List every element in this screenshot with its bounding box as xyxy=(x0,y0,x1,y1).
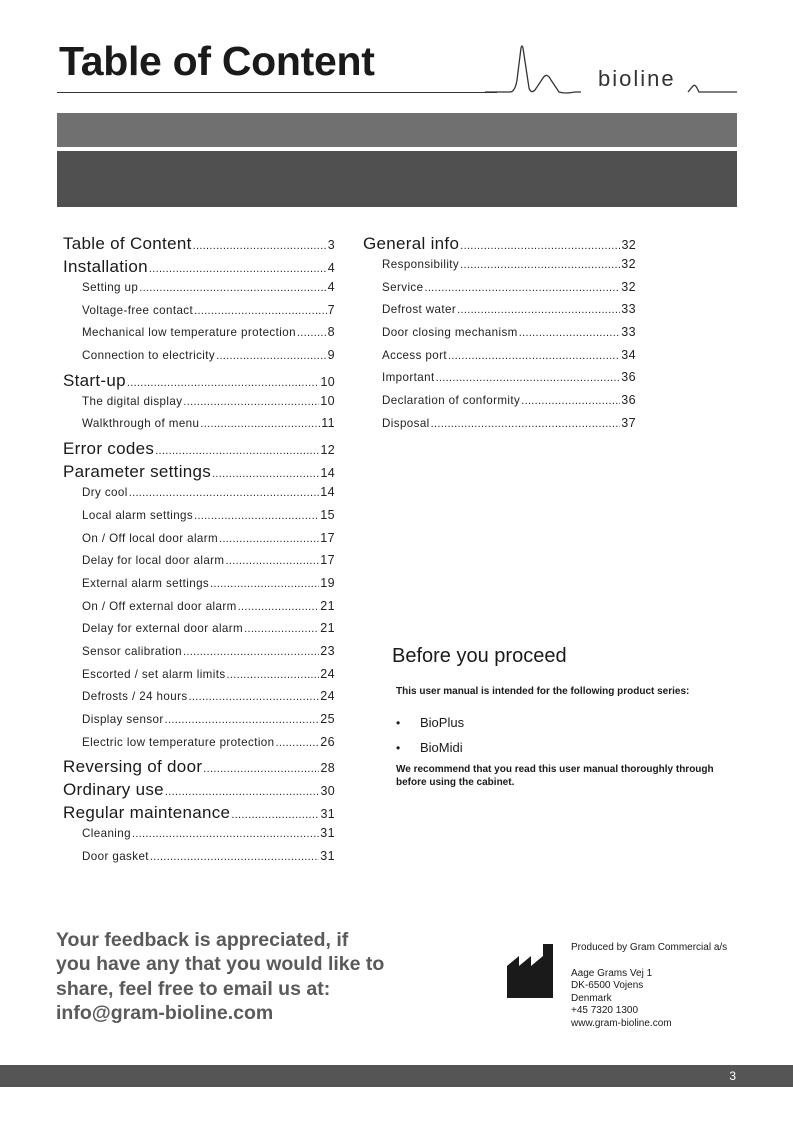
toc-entry-title: Regular maintenance xyxy=(63,803,231,823)
toc-entry[interactable] xyxy=(63,371,335,394)
toc-leader xyxy=(183,396,319,408)
toc-page-number: 25 xyxy=(320,712,335,726)
toc-entry-title: Error codes xyxy=(63,439,155,459)
toc-leader xyxy=(219,533,319,545)
toc-entry-title: Table of Content xyxy=(63,234,192,253)
toc-right-column xyxy=(363,234,636,439)
product-name: BioPlus xyxy=(420,715,465,730)
toc-page-number: 32 xyxy=(621,238,636,252)
before-proceed-intro: This user manual is intended for the following product series: xyxy=(396,686,690,697)
before-proceed-note: We recommend that you read this user manual thoroughly through before using the cabinet. xyxy=(396,764,714,788)
toc-leader xyxy=(193,240,327,252)
toc-leader xyxy=(183,646,319,658)
toc-entry-title: Reversing of door xyxy=(63,757,203,777)
toc-page-number: 21 xyxy=(320,621,335,636)
toc-entry[interactable] xyxy=(63,689,335,712)
toc-entry[interactable] xyxy=(63,553,335,576)
feedback-text: Your feedback is appreciated, if you have any that you would like to share, feel free to email us at: info@gram-bioline.com xyxy=(56,929,385,1024)
toc-entry-title: Service xyxy=(382,280,424,294)
toc-entry[interactable] xyxy=(63,531,335,554)
toc-entry[interactable] xyxy=(63,234,335,257)
toc-entry[interactable] xyxy=(63,712,335,735)
product-name: BioMidi xyxy=(420,740,463,755)
toc-page-number: 26 xyxy=(320,734,335,749)
toc-leader xyxy=(127,377,320,389)
toc-leader xyxy=(244,623,319,635)
toc-entry[interactable] xyxy=(63,826,335,849)
toc-leader xyxy=(194,510,319,522)
toc-entry[interactable] xyxy=(363,234,636,257)
toc-entry[interactable] xyxy=(363,302,636,325)
toc-entry-title: Ordinary use xyxy=(63,780,164,800)
toc-entry-title: Access port xyxy=(382,348,447,362)
toc-leader xyxy=(216,350,327,362)
toc-page-number: 28 xyxy=(320,761,335,776)
toc-leader xyxy=(297,327,327,339)
toc-entry[interactable] xyxy=(63,485,335,508)
toc-entry[interactable] xyxy=(63,462,335,485)
before-proceed-title: Before you proceed xyxy=(392,645,567,667)
toc-leader xyxy=(165,786,320,798)
toc-leader xyxy=(431,418,621,430)
toc-entry-title: Declaration of conformity xyxy=(382,394,521,408)
toc-page-number: 31 xyxy=(320,807,335,822)
toc-page-number: 34 xyxy=(621,347,636,362)
toc-leader xyxy=(436,372,621,384)
toc-page-number: 37 xyxy=(621,415,636,430)
toc-entry[interactable] xyxy=(363,348,636,371)
website-link[interactable]: www.gram-bioline.com xyxy=(571,1017,672,1029)
list-item xyxy=(396,735,464,760)
toc-entry[interactable] xyxy=(63,325,335,348)
toc-entry[interactable] xyxy=(363,393,636,416)
toc-entry[interactable] xyxy=(63,667,335,690)
toc-leader xyxy=(129,487,320,499)
toc-entry[interactable] xyxy=(363,280,636,303)
toc-leader xyxy=(155,445,319,457)
toc-entry[interactable] xyxy=(63,621,335,644)
toc-page-number: 32 xyxy=(621,279,636,294)
producer-info xyxy=(571,942,727,1031)
producer-name: Produced by Gram Commercial a/s xyxy=(571,942,728,953)
toc-page-number: 3 xyxy=(327,238,335,252)
toc-page-number: 8 xyxy=(327,325,335,340)
toc-entry[interactable] xyxy=(363,325,636,348)
toc-entry-title: Mechanical low temperature protection xyxy=(82,326,296,340)
list-item xyxy=(396,710,464,735)
toc-page-number: 33 xyxy=(621,325,636,340)
toc-entry[interactable] xyxy=(63,394,335,417)
toc-entry[interactable] xyxy=(63,303,335,326)
toc-entry-title: Display sensor xyxy=(82,713,164,726)
bullet-icon: • xyxy=(396,715,401,730)
toc-entry-title: Door closing mechanism xyxy=(382,326,518,340)
factory-icon xyxy=(507,944,565,998)
toc-page-number: 11 xyxy=(321,416,335,431)
toc-entry-title: Start-up xyxy=(63,370,126,390)
title-divider xyxy=(57,92,497,93)
address-line: Denmark xyxy=(571,992,612,1004)
toc-entry-title: Important xyxy=(382,371,435,385)
toc-entry-title: Responsibility xyxy=(382,258,460,271)
toc-leader xyxy=(460,259,620,271)
toc-page-number: 14 xyxy=(320,466,335,481)
toc-leader xyxy=(165,714,320,726)
toc-entry[interactable] xyxy=(363,370,636,393)
toc-entry-title: Defrost water xyxy=(382,303,457,317)
toc-entry[interactable] xyxy=(63,599,335,622)
toc-page-number: 24 xyxy=(320,689,335,704)
toc-page-number: 21 xyxy=(320,598,335,613)
toc-entry[interactable] xyxy=(363,257,636,280)
toc-leader xyxy=(149,263,327,275)
toc-page-number: 33 xyxy=(621,302,636,317)
toc-page-number: 19 xyxy=(320,575,335,590)
toc-leader xyxy=(194,305,327,317)
product-list xyxy=(396,710,464,760)
toc-leader xyxy=(150,851,319,863)
toc-entry[interactable] xyxy=(363,416,636,439)
toc-page-number: 30 xyxy=(320,784,335,799)
toc-entry[interactable] xyxy=(63,439,335,462)
toc-entry-title: Delay for local door alarm xyxy=(82,554,225,568)
toc-leader xyxy=(203,763,319,775)
toc-page-number: 10 xyxy=(320,393,335,408)
header-band-light xyxy=(57,113,737,147)
toc-page-number: 24 xyxy=(320,666,335,681)
toc-leader xyxy=(276,737,320,749)
toc-page-number: 17 xyxy=(320,530,335,545)
toc-page-number: 14 xyxy=(320,485,335,500)
page-title: Table of Content xyxy=(59,38,375,84)
toc-page-number: 4 xyxy=(327,261,335,275)
toc-leader xyxy=(226,555,320,567)
toc-page-number: 17 xyxy=(320,553,335,568)
toc-entry-title: Installation xyxy=(63,257,148,276)
toc-leader xyxy=(132,828,319,840)
toc-entry[interactable] xyxy=(63,280,335,303)
toc-entry-title: Door gasket xyxy=(82,850,149,864)
toc-page-number: 31 xyxy=(320,826,335,841)
toc-entry[interactable] xyxy=(63,735,335,758)
page-number: 3 xyxy=(729,1069,736,1083)
toc-entry-title: Disposal xyxy=(382,416,430,430)
toc-entry[interactable] xyxy=(63,644,335,667)
toc-page-number: 15 xyxy=(320,507,335,522)
toc-page-number: 36 xyxy=(621,370,636,385)
toc-entry-title: External alarm settings xyxy=(82,576,210,590)
toc-leader xyxy=(231,809,319,821)
logo-text: bioline xyxy=(598,66,676,91)
address-line: Aage Grams Vej 1 xyxy=(571,967,653,979)
header-band-dark xyxy=(57,151,737,207)
toc-entry-title: Parameter settings xyxy=(63,462,212,482)
toc-leader xyxy=(424,282,620,294)
toc-entry-title: On / Off external door alarm xyxy=(82,599,237,613)
toc-leader xyxy=(521,395,620,407)
toc-page-number: 4 xyxy=(327,280,335,294)
toc-entry-title: Dry cool xyxy=(82,486,128,500)
toc-leader xyxy=(189,691,320,703)
address-line: DK-6500 Vojens xyxy=(571,980,644,992)
toc-page-number: 36 xyxy=(621,393,636,408)
toc-entry[interactable] xyxy=(63,803,335,826)
toc-entry[interactable] xyxy=(63,257,335,280)
toc-page-number: 9 xyxy=(327,348,335,363)
toc-entry[interactable] xyxy=(63,849,335,872)
toc-entry[interactable] xyxy=(63,757,335,780)
toc-leader xyxy=(448,350,620,362)
toc-entry-title: Cleaning xyxy=(82,827,131,841)
toc-page-number: 12 xyxy=(320,443,335,458)
toc-page-number: 10 xyxy=(320,374,335,389)
bullet-icon: • xyxy=(396,740,401,755)
toc-leader xyxy=(238,601,320,613)
toc-entry[interactable] xyxy=(63,348,335,371)
toc-leader xyxy=(212,468,319,480)
toc-leader xyxy=(460,240,620,252)
footer-bar xyxy=(0,1065,793,1087)
toc-entry-title: The digital display xyxy=(82,394,183,408)
toc-entry[interactable] xyxy=(63,576,335,599)
toc-entry-title: On / Off local door alarm xyxy=(82,531,219,545)
toc-entry-title: Walkthrough of menu xyxy=(82,417,200,431)
toc-entry-title: Delay for external door alarm xyxy=(82,622,244,636)
toc-entry[interactable] xyxy=(63,780,335,803)
toc-leader xyxy=(139,282,326,294)
toc-entry[interactable] xyxy=(63,508,335,531)
toc-leader xyxy=(227,669,320,681)
toc-leader xyxy=(457,304,620,316)
toc-entry-title: Connection to electricity xyxy=(82,349,216,363)
toc-entry-title: Electric low temperature protection xyxy=(82,735,275,749)
toc-entry-title: Voltage-free contact xyxy=(82,303,194,317)
toc-page-number: 23 xyxy=(320,643,335,658)
toc-page-number: 31 xyxy=(320,849,335,864)
toc-left-column xyxy=(63,234,335,872)
toc-leader xyxy=(200,418,320,430)
toc-page-number: 32 xyxy=(621,257,636,271)
toc-page-number: 7 xyxy=(327,302,335,317)
toc-leader xyxy=(210,578,319,590)
toc-entry[interactable] xyxy=(63,416,335,439)
toc-entry-title: General info xyxy=(363,234,460,253)
toc-entry-title: Defrosts / 24 hours xyxy=(82,690,188,704)
toc-entry-title: Escorted / set alarm limits xyxy=(82,667,226,681)
phone-number: +45 7320 1300 xyxy=(571,1005,639,1017)
toc-entry-title: Local alarm settings xyxy=(82,508,194,522)
toc-entry-title: Setting up xyxy=(82,281,139,294)
toc-entry-title: Sensor calibration xyxy=(82,644,183,658)
toc-leader xyxy=(519,327,621,339)
